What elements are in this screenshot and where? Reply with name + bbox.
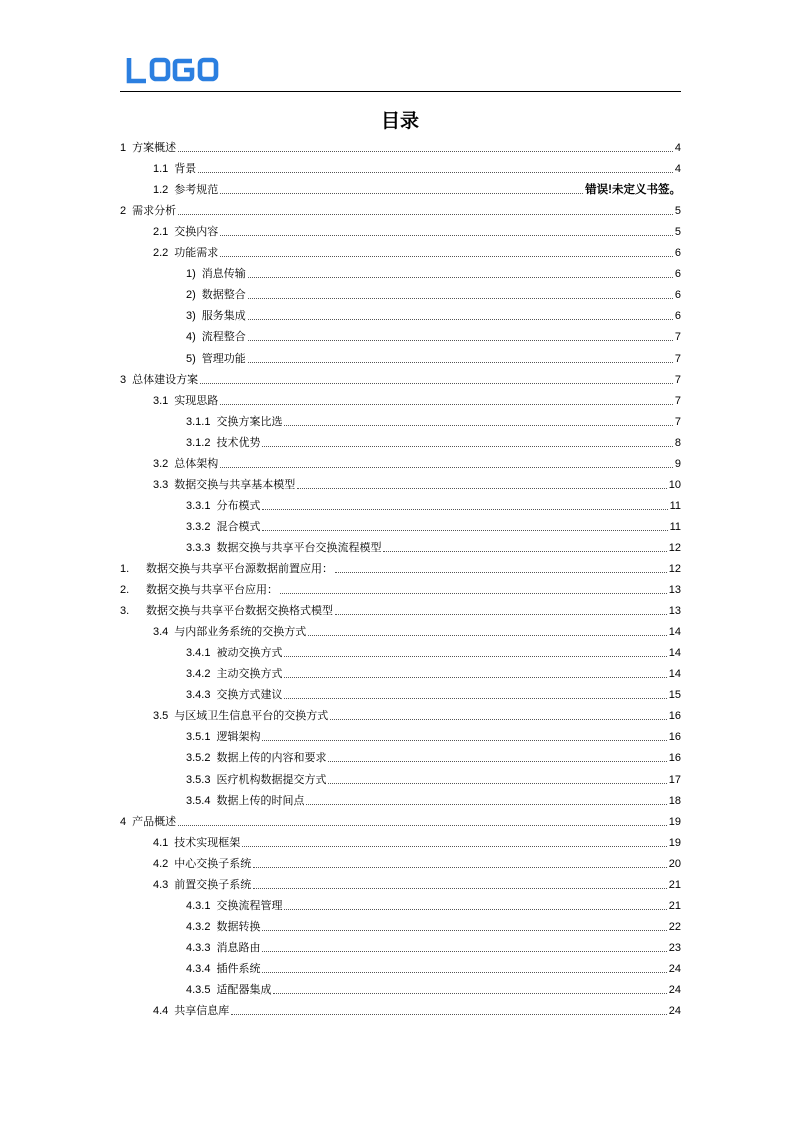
toc-leader-dots xyxy=(242,846,666,847)
toc-entry-page: 23 xyxy=(668,941,681,954)
toc-entry-number: 3.5 xyxy=(153,710,169,723)
toc-entry-title: 背景 xyxy=(174,162,197,176)
toc-entry-number: 4.2 xyxy=(153,857,169,870)
toc-entry-number: 3.5.4 xyxy=(186,794,211,807)
toc-entry-number: 4 xyxy=(120,815,127,828)
toc-entry[interactable] xyxy=(186,287,681,303)
toc-entry-title: 数据整合 xyxy=(201,288,246,302)
toc-entry-number: 4.3.4 xyxy=(186,962,211,975)
toc-entry-page: 20 xyxy=(668,857,681,870)
toc-entry-title: 方案概述 xyxy=(132,141,177,154)
toc-entry-number: 4.4 xyxy=(153,1005,169,1018)
toc-entry[interactable] xyxy=(153,224,681,240)
toc-entry-title: 技术优势 xyxy=(216,435,261,449)
toc-entry-number: 2. xyxy=(120,584,130,597)
toc-entry[interactable] xyxy=(186,351,681,367)
toc-entry-page: 14 xyxy=(668,626,681,639)
toc-entry-title: 主动交换方式 xyxy=(216,667,283,681)
toc-entry[interactable] xyxy=(186,645,681,661)
toc-entry-title: 数据交换与共享平台源数据前置应用： xyxy=(146,562,333,575)
toc-leader-dots xyxy=(248,277,673,278)
toc-entry[interactable] xyxy=(186,898,681,914)
toc-entry[interactable] xyxy=(153,877,681,893)
toc-entry[interactable] xyxy=(186,666,681,682)
logo xyxy=(126,56,226,88)
toc-entry-number: 3.4.3 xyxy=(186,689,211,702)
toc-title: 目录 xyxy=(380,110,419,132)
toc-leader-dots xyxy=(231,1014,666,1015)
toc-entry-page: 13 xyxy=(668,605,681,618)
toc-entry-title: 中心交换子系统 xyxy=(174,856,252,870)
toc-leader-dots xyxy=(284,677,666,678)
toc-entry-page: 7 xyxy=(674,415,681,428)
toc-entry-number: 4.3.5 xyxy=(186,984,211,996)
toc-entry-title: 消息传输 xyxy=(201,267,246,281)
toc-entry-page: 21 xyxy=(668,899,681,912)
toc-entry-number: 3.1 xyxy=(153,394,169,407)
toc-leader-dots xyxy=(328,783,666,784)
toc-leader-dots xyxy=(220,467,673,468)
toc-entry-number: 1) xyxy=(186,268,196,281)
toc-entry-title: 数据交换与共享基本模型 xyxy=(174,477,296,491)
toc-entry[interactable] xyxy=(153,1003,681,1019)
toc-leader-dots xyxy=(253,888,666,889)
toc-entry-page: 16 xyxy=(668,710,681,723)
toc-entry-title: 功能需求 xyxy=(174,246,219,260)
toc-entry[interactable] xyxy=(153,624,681,640)
toc-entry-number: 2) xyxy=(186,289,196,302)
toc-entry-number: 1 xyxy=(120,142,127,154)
toc-entry-title: 总体架构 xyxy=(174,456,219,470)
toc-entry[interactable] xyxy=(120,582,681,598)
toc-leader-dots xyxy=(284,698,666,699)
toc-leader-dots xyxy=(335,614,667,615)
toc-entry-number: 3) xyxy=(186,310,196,323)
toc-entry-number: 3.3 xyxy=(153,478,169,491)
toc-entry[interactable] xyxy=(186,498,681,514)
toc-entry-page: 19 xyxy=(668,836,681,849)
toc-entry-page: 错误!未定义书签。 xyxy=(585,184,681,197)
toc-entry[interactable] xyxy=(120,814,681,830)
toc-entry-number: 3.1.2 xyxy=(186,436,211,449)
toc-entry-number: 1.1 xyxy=(153,163,169,176)
toc-entry-title: 服务集成 xyxy=(201,309,246,323)
toc-entry-page: 19 xyxy=(668,815,681,828)
toc-entry[interactable] xyxy=(186,940,681,956)
toc-leader-dots xyxy=(220,256,673,257)
toc-entry-number: 3.3.3 xyxy=(186,541,211,554)
toc-entry-page: 6 xyxy=(674,247,681,260)
toc-entry-page: 8 xyxy=(674,436,681,449)
toc-entry-title: 数据转换 xyxy=(216,919,261,933)
header-divider xyxy=(120,91,681,92)
toc-leader-dots xyxy=(220,235,673,236)
toc-entry-title: 与内部业务系统的交换方式 xyxy=(174,625,307,639)
toc-leader-dots xyxy=(248,319,673,320)
toc-leader-dots xyxy=(248,340,673,341)
toc-entry-page: 13 xyxy=(668,584,681,597)
toc-entry-title: 总体建设方案 xyxy=(132,372,199,386)
toc-entry-page: 7 xyxy=(674,394,681,407)
toc-entry-number: 4.3.2 xyxy=(186,920,211,933)
toc-entry[interactable] xyxy=(186,793,681,809)
toc-entry-page: 4 xyxy=(674,163,681,176)
toc-entry[interactable] xyxy=(120,603,681,619)
toc-entry[interactable] xyxy=(186,435,681,451)
toc-entry[interactable] xyxy=(186,266,681,282)
toc-entry[interactable] xyxy=(186,729,681,745)
toc-entry-number: 2.1 xyxy=(153,226,169,239)
toc-entry[interactable] xyxy=(186,329,681,345)
toc-leader-dots xyxy=(284,425,672,426)
toc-entry-page: 14 xyxy=(668,647,681,660)
toc-entry-page: 10 xyxy=(668,478,681,491)
toc-entry[interactable] xyxy=(153,835,681,851)
toc-entry[interactable] xyxy=(153,477,681,493)
toc-entry-page: 12 xyxy=(668,563,681,575)
toc-leader-dots xyxy=(335,572,667,573)
toc-entry-number: 4.1 xyxy=(153,836,169,849)
toc-leader-dots xyxy=(262,509,667,510)
toc-entry-title: 产品概述 xyxy=(132,814,177,828)
toc-leader-dots xyxy=(330,719,666,720)
toc-entry-number: 3. xyxy=(120,605,130,618)
toc-entry-title: 交换流程管理 xyxy=(216,898,283,912)
toc-leader-dots xyxy=(220,193,583,194)
toc-entry-page: 24 xyxy=(668,1005,681,1018)
toc-entry-number: 3.3.2 xyxy=(186,520,211,533)
toc-entry-page: 5 xyxy=(674,226,681,239)
toc-leader-dots xyxy=(178,214,673,215)
toc-entry-number: 3.4.1 xyxy=(186,647,211,660)
toc-leader-dots xyxy=(262,530,667,531)
toc-entry-number: 3.4.2 xyxy=(186,668,211,681)
toc-entry-page: 6 xyxy=(674,310,681,323)
toc-entry[interactable] xyxy=(186,961,681,977)
toc-leader-dots xyxy=(178,151,673,152)
toc-leader-dots xyxy=(248,298,673,299)
toc-leader-dots xyxy=(284,909,666,910)
toc-entry-title: 数据交换与共享平台应用： xyxy=(146,583,278,597)
toc-entry-title: 共享信息库 xyxy=(174,1004,230,1018)
toc-leader-dots xyxy=(200,383,673,384)
toc-entry-title: 交换内容 xyxy=(174,225,219,239)
toc-entry-title: 实现思路 xyxy=(174,393,219,407)
toc-entry-title: 流程整合 xyxy=(201,330,246,344)
toc-entry[interactable] xyxy=(186,919,681,935)
toc-entry-title: 交换方式建议 xyxy=(216,688,283,702)
toc-entry-title: 数据上传的时间点 xyxy=(216,793,305,807)
toc-entry-number: 3.5.1 xyxy=(186,731,211,744)
toc-entry-title: 交换方案比选 xyxy=(216,414,283,428)
toc-leader-dots xyxy=(248,362,673,363)
toc-entry-page: 11 xyxy=(669,520,681,533)
toc-entry-title: 逻辑架构 xyxy=(216,730,261,744)
toc-leader-dots xyxy=(178,825,667,826)
toc-entry-page: 11 xyxy=(669,499,681,512)
toc-leader-dots xyxy=(284,656,666,657)
toc-entry-page: 14 xyxy=(668,668,681,681)
toc-entry-page: 21 xyxy=(668,878,681,891)
toc-entry-page: 15 xyxy=(668,689,681,702)
toc-leader-dots xyxy=(306,804,666,805)
toc-entry-number: 3.5.3 xyxy=(186,773,211,786)
toc-entry-page: 4 xyxy=(674,142,681,154)
toc-leader-dots xyxy=(220,404,673,405)
toc-entry[interactable] xyxy=(186,519,681,535)
toc-entry-page: 6 xyxy=(674,268,681,281)
toc-entry-number: 4.3.1 xyxy=(186,899,211,912)
toc-entry-number: 5) xyxy=(186,352,196,365)
toc-leader-dots xyxy=(297,488,666,489)
toc-entry-number: 4.3 xyxy=(153,878,169,891)
toc-leader-dots xyxy=(253,867,666,868)
toc-leader-dots xyxy=(280,593,667,594)
toc-entry-title: 数据交换与共享平台交换流程模型 xyxy=(216,540,382,554)
toc-entry[interactable] xyxy=(153,856,681,872)
toc-entry-number: 3.2 xyxy=(153,457,169,470)
toc-entry-page: 16 xyxy=(668,752,681,765)
toc-leader-dots xyxy=(198,172,673,173)
toc-entry-page: 16 xyxy=(668,731,681,744)
toc-entry[interactable] xyxy=(153,708,681,724)
toc-entry-page: 9 xyxy=(674,457,681,470)
toc-entry-page: 24 xyxy=(668,962,681,975)
toc-entry-number: 2 xyxy=(120,205,127,218)
toc-entry-page: 7 xyxy=(674,373,681,386)
logo-mark xyxy=(126,56,226,84)
toc-entry[interactable] xyxy=(120,561,681,577)
toc-entry[interactable] xyxy=(186,750,681,766)
toc-entry-page: 7 xyxy=(674,352,681,365)
toc-entry-title: 与区域卫生信息平台的交换方式 xyxy=(174,709,329,723)
toc-entry-number: 4) xyxy=(186,331,196,344)
toc-entry[interactable] xyxy=(186,308,681,324)
toc-entry-title: 被动交换方式 xyxy=(216,646,283,660)
toc-entry-title: 数据上传的内容和要求 xyxy=(216,751,327,765)
toc-entry-number: 3.4 xyxy=(153,626,169,639)
toc-entry-title: 插件系统 xyxy=(216,961,261,975)
toc-entry[interactable] xyxy=(186,687,681,703)
toc-entry-number: 2.2 xyxy=(153,247,169,260)
toc-entry-title: 分布模式 xyxy=(216,498,261,512)
toc-entry-title: 混合模式 xyxy=(216,519,261,533)
toc-leader-dots xyxy=(328,761,666,762)
toc-entry[interactable] xyxy=(186,540,681,556)
toc-entry-title: 前置交换子系统 xyxy=(174,877,252,891)
toc-entry-number: 3 xyxy=(120,373,127,386)
toc-leader-dots xyxy=(262,446,672,447)
toc-entry-number: 3.3.1 xyxy=(186,499,211,512)
toc-entry-title: 数据交换与共享平台数据交换格式模型 xyxy=(146,604,333,618)
toc-entry[interactable] xyxy=(186,772,681,788)
toc-entry-page: 17 xyxy=(668,773,681,786)
toc-entry-title: 消息路由 xyxy=(216,940,261,954)
toc-entry-number: 4.3.3 xyxy=(186,941,211,954)
toc-entry-title: 适配器集成 xyxy=(216,983,272,996)
toc-entry-page: 22 xyxy=(668,920,681,933)
toc-leader-dots xyxy=(383,551,666,552)
toc-leader-dots xyxy=(262,951,666,952)
toc-entry[interactable] xyxy=(120,203,681,219)
toc-entry[interactable] xyxy=(153,456,681,472)
toc-entry-page: 7 xyxy=(674,331,681,344)
toc-leader-dots xyxy=(262,972,666,973)
toc-entry-title: 参考规范 xyxy=(174,183,219,197)
toc-entry-page: 12 xyxy=(668,541,681,554)
toc-entry-title: 需求分析 xyxy=(132,204,177,218)
toc-entry-page: 6 xyxy=(674,289,681,302)
toc-entry[interactable] xyxy=(120,372,681,388)
toc-entry-title: 管理功能 xyxy=(201,351,246,365)
toc-leader-dots xyxy=(262,930,666,931)
toc-entry-number: 3.1.1 xyxy=(186,415,211,428)
toc-entry[interactable] xyxy=(153,161,681,177)
toc-entry-number: 3.5.2 xyxy=(186,752,211,765)
toc-entry[interactable] xyxy=(186,414,681,430)
toc-entry[interactable] xyxy=(153,393,681,409)
toc-entry-number: 1. xyxy=(120,563,130,575)
toc-entry-page: 5 xyxy=(674,205,681,218)
toc-leader-dots xyxy=(273,993,666,994)
toc-entry-title: 技术实现框架 xyxy=(174,835,241,849)
toc-entry-page: 24 xyxy=(668,984,681,996)
toc-leader-dots xyxy=(262,740,666,741)
toc-leader-dots xyxy=(308,635,666,636)
toc-entry[interactable] xyxy=(186,982,681,998)
toc-entry[interactable] xyxy=(153,245,681,261)
toc-entry-page: 18 xyxy=(668,794,681,807)
toc-entry[interactable] xyxy=(153,182,681,198)
toc-entry-number: 1.2 xyxy=(153,184,169,197)
toc-entry[interactable] xyxy=(120,140,681,156)
toc-entry-title: 医疗机构数据提交方式 xyxy=(216,772,327,786)
